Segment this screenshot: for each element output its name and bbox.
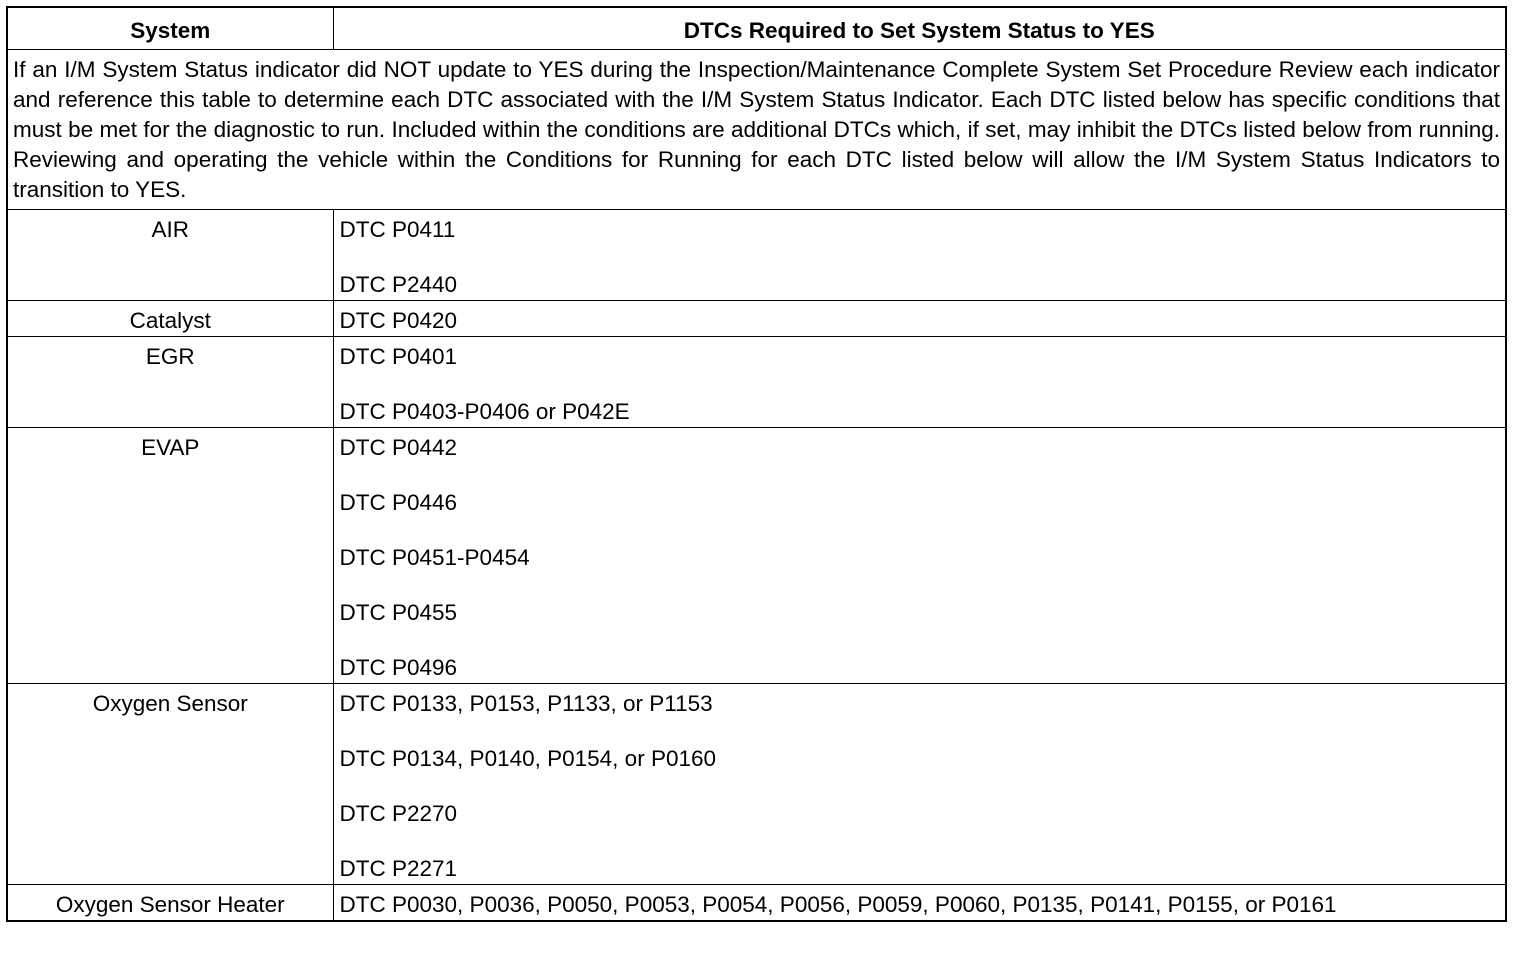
system-name: EVAP bbox=[7, 428, 333, 684]
table-row bbox=[7, 428, 1506, 684]
dtc-item: DTC P0446 bbox=[339, 490, 458, 515]
dtc-list bbox=[333, 337, 1506, 428]
dtc-item: DTC P2271 bbox=[339, 856, 458, 881]
dtc-item: DTC P0420 bbox=[339, 308, 458, 333]
table-row bbox=[7, 885, 1506, 922]
dtc-item: DTC P0403-P0406 or P042E bbox=[339, 399, 630, 424]
dtc-item: DTC P0451-P0454 bbox=[339, 545, 530, 570]
dtc-item: DTC P2270 bbox=[339, 801, 458, 826]
system-name: Oxygen Sensor Heater bbox=[7, 885, 333, 922]
table-row bbox=[7, 301, 1506, 337]
intro-text: If an I/M System Status indicator did NOT update to YES during the Inspection/Maintenance Complete System Set Procedure Review each indicator and reference this table to determine each DTC associated with the I/M System Status Indicator. Each DTC listed below has specific conditions that must be met for the diagnostic to run. Included within the conditions are additional DTCs which, if set, may inhibit the DTCs listed below from running. Reviewing and operating the vehicle within the Conditions for Running for each DTC listed below will allow the I/M System Status Indicators to transition to YES. bbox=[7, 50, 1506, 210]
system-name: AIR bbox=[7, 210, 333, 301]
header-row bbox=[7, 7, 1506, 50]
table-row bbox=[7, 337, 1506, 428]
dtc-list bbox=[333, 885, 1506, 922]
header-dtcs: DTCs Required to Set System Status to YES bbox=[333, 7, 1506, 50]
dtc-item: DTC P0134, P0140, P0154, or P0160 bbox=[339, 746, 717, 771]
dtc-item: DTC P2440 bbox=[339, 272, 458, 297]
system-name: Oxygen Sensor bbox=[7, 684, 333, 885]
dtc-list bbox=[333, 301, 1506, 337]
dtc-system-status-table bbox=[6, 6, 1507, 922]
dtc-item: DTC P0455 bbox=[339, 600, 458, 625]
dtc-item: DTC P0496 bbox=[339, 655, 458, 680]
dtc-item: DTC P0442 bbox=[339, 435, 458, 460]
dtc-item: DTC P0030, P0036, P0050, P0053, P0054, P0056, P0059, P0060, P0135, P0141, P0155, or P0161 bbox=[339, 892, 1337, 917]
table-row bbox=[7, 210, 1506, 301]
intro-row bbox=[7, 50, 1506, 210]
dtc-item: DTC P0133, P0153, P1133, or P1153 bbox=[339, 691, 713, 716]
system-name: EGR bbox=[7, 337, 333, 428]
dtc-item: DTC P0411 bbox=[339, 217, 456, 242]
dtc-list bbox=[333, 684, 1506, 885]
system-name: Catalyst bbox=[7, 301, 333, 337]
table-row bbox=[7, 684, 1506, 885]
dtc-item: DTC P0401 bbox=[339, 344, 458, 369]
dtc-list bbox=[333, 210, 1506, 301]
dtc-list bbox=[333, 428, 1506, 684]
header-system: System bbox=[7, 7, 333, 50]
